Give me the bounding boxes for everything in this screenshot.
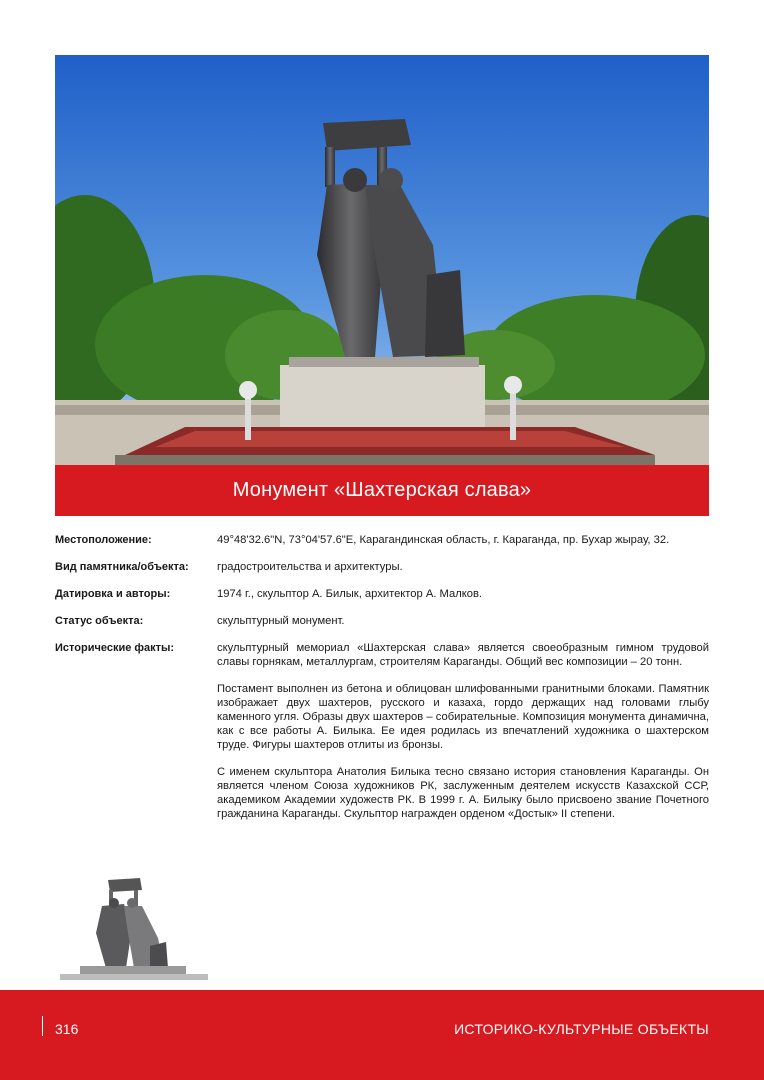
detail-value: 49°48'32.6"N, 73°04'57.6"E, Карагандинская область, г. Караганда, пр. Бухар жырау, 32. xyxy=(217,534,670,546)
detail-row-history xyxy=(55,641,709,821)
history-paragraph: Постамент выполнен из бетона и облицован шлифованными гранитными блоками. Памятник изображает двух шахтеров, русского и казаха, гордо держащих над головами глыбу каменного угля. Образы двух шахтеров – собирательные. Композиция монумента динамична, как с все работы А. Билыка. Ее идея родилась из впечатлений художника о шахтерском труде. Фигуры шахтеров отлиты из бронзы. xyxy=(217,683,709,751)
title-banner xyxy=(55,465,709,516)
detail-row-type xyxy=(55,560,709,574)
detail-label: Исторические факты: xyxy=(55,642,175,654)
page-footer xyxy=(0,990,764,1080)
detail-row-location xyxy=(55,533,709,547)
detail-label: Вид памятника/объекта: xyxy=(55,561,189,573)
history-paragraph: С именем скульптора Анатолия Билыка тесно связано история становления Караганды. Он является членом Союза художников РК, заслуженным деятелем искусств Казахской ССР, академиком Академии художеств РК. В 1999 г. А. Билыку было присвоено звание Почетного гражданина Караганды. Скульптор награжден орденом «Достык» II степени. xyxy=(217,766,709,820)
detail-value: 1974 г., скульптор А. Билык, архитектор А. Малков. xyxy=(217,588,483,600)
section-title: ИСТОРИКО-КУЛЬТУРНЫЕ ОБЪЕКТЫ xyxy=(454,1021,709,1037)
detail-label: Местоположение: xyxy=(55,534,152,546)
history-text xyxy=(217,641,709,821)
detail-value: скульптурный монумент. xyxy=(217,615,345,627)
page-title: Монумент «Шахтерская слава» xyxy=(232,479,532,501)
page-number: 316 xyxy=(55,1021,79,1037)
footer-divider xyxy=(42,1016,43,1036)
detail-label: Статус объекта: xyxy=(55,615,144,627)
detail-label: Датировка и авторы: xyxy=(55,588,171,600)
details-section xyxy=(55,533,709,834)
detail-row-dating xyxy=(55,587,709,601)
history-paragraph: скульптурный мемориал «Шахтерская слава» является своеобразным гимном трудовой славы горнякам, металлургам, строителям Караганды. Общий вес композиции – 20 тонн. xyxy=(217,642,709,668)
monument-thumbnail xyxy=(40,858,208,984)
detail-value: градостроительства и архитектуры. xyxy=(217,561,403,573)
monument-photo xyxy=(55,55,709,465)
detail-row-status xyxy=(55,614,709,628)
